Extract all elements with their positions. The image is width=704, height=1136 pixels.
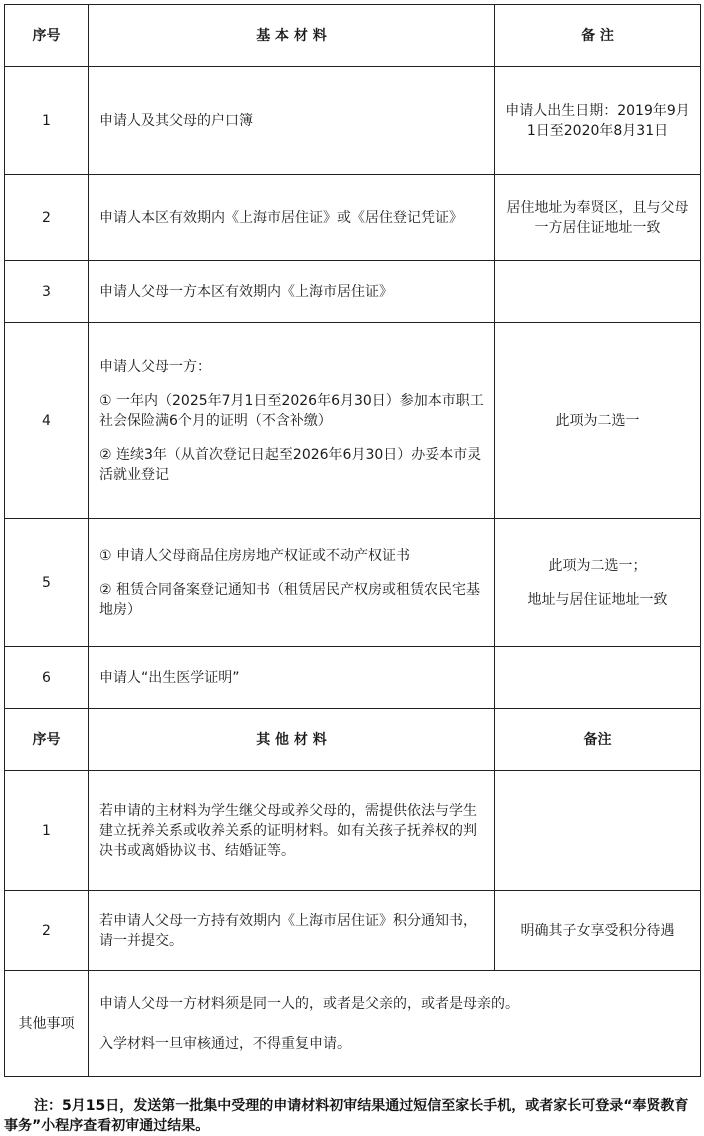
table-row <box>5 323 701 519</box>
other-header-row <box>5 709 701 771</box>
material-text: ① 一年内（2025年7月1日至2026年6月30日）参加本市职工社会保险满6个月的证明（不含补缴） <box>99 392 484 429</box>
table-row <box>5 261 701 323</box>
materials-table <box>4 4 701 1077</box>
misc-label: 其他事项 <box>5 971 89 1077</box>
table-row <box>5 891 701 971</box>
table-row <box>5 175 701 261</box>
row-material <box>89 323 495 519</box>
material-text: 若申请的主材料为学生继父母或养父母的，需提供依法与学生建立抚养关系或收养关系的证明材料。如有关孩子抚养权的判决书或离婚协议书、结婚证等。 <box>99 802 477 859</box>
note-text: 申请人出生日期：2019年9月1日至2020年8月31日 <box>505 102 690 139</box>
material-text: 申请人父母一方本区有效期内《上海市居住证》 <box>99 283 393 300</box>
table-row <box>5 771 701 891</box>
header-num: 序号 <box>5 709 89 771</box>
row-note <box>495 323 701 519</box>
material-text: 申请人及其父母的户口簿 <box>99 112 253 129</box>
row-material <box>89 891 495 971</box>
row-note <box>495 175 701 261</box>
row-material <box>89 771 495 891</box>
material-text: 申请人父母一方： <box>99 358 211 375</box>
row-num: 2 <box>5 175 89 261</box>
row-material <box>89 647 495 709</box>
row-material <box>89 261 495 323</box>
material-text: ② 租赁合同备案登记通知书（租赁居民产权房或租赁农民宅基地房） <box>99 581 480 618</box>
row-num: 2 <box>5 891 89 971</box>
misc-item: 入学材料一旦审核通过，不得重复申请。 <box>99 1035 351 1052</box>
row-note <box>495 647 701 709</box>
header-material: 其 他 材 料 <box>89 709 495 771</box>
row-material <box>89 519 495 647</box>
row-material <box>89 67 495 175</box>
row-note <box>495 771 701 891</box>
table-row <box>5 647 701 709</box>
header-num: 序号 <box>5 5 89 67</box>
row-num: 4 <box>5 323 89 519</box>
row-note <box>495 519 701 647</box>
row-num: 5 <box>5 519 89 647</box>
row-num: 1 <box>5 67 89 175</box>
row-num: 6 <box>5 647 89 709</box>
table-row <box>5 67 701 175</box>
row-material <box>89 175 495 261</box>
row-num: 3 <box>5 261 89 323</box>
note-text: 地址与居住证地址一致 <box>527 591 668 608</box>
row-note <box>495 261 701 323</box>
misc-content <box>89 971 701 1077</box>
material-text: 申请人本区有效期内《上海市居住证》或《居住登记凭证》 <box>99 209 463 226</box>
note-text: 此项为二选一 <box>555 412 640 429</box>
row-note <box>495 67 701 175</box>
misc-item: 申请人父母一方材料须是同一人的，或者是父亲的，或者是母亲的。 <box>99 995 519 1012</box>
header-material: 基 本 材 料 <box>89 5 495 67</box>
table-row <box>5 519 701 647</box>
note-text: 此项为二选一； <box>548 557 647 574</box>
material-text: ② 连续3年（从首次登记日起至2026年6月30日）办妥本市灵活就业登记 <box>99 446 482 483</box>
basic-header-row <box>5 5 701 67</box>
row-num: 1 <box>5 771 89 891</box>
note-text: 明确其子女享受积分待遇 <box>520 922 675 939</box>
misc-row <box>5 971 701 1077</box>
footnote: 注：5月15日，发送第一批集中受理的申请材料初审结果通过短信至家长手机，或者家长可登录“奉贤教育事务”小程序查看初审通过结果。 <box>4 1098 689 1134</box>
material-text: 若申请人父母一方持有效期内《上海市居住证》积分通知书，请一并提交。 <box>99 912 477 949</box>
row-note <box>495 891 701 971</box>
note-text: 居住地址为奉贤区，且与父母一方居住证地址一致 <box>506 199 689 236</box>
material-text: 申请人“出生医学证明” <box>99 669 240 686</box>
header-note: 备 注 <box>495 5 701 67</box>
material-text: ① 申请人父母商品住房房地产权证或不动产权证书 <box>99 547 410 564</box>
header-note: 备注 <box>495 709 701 771</box>
